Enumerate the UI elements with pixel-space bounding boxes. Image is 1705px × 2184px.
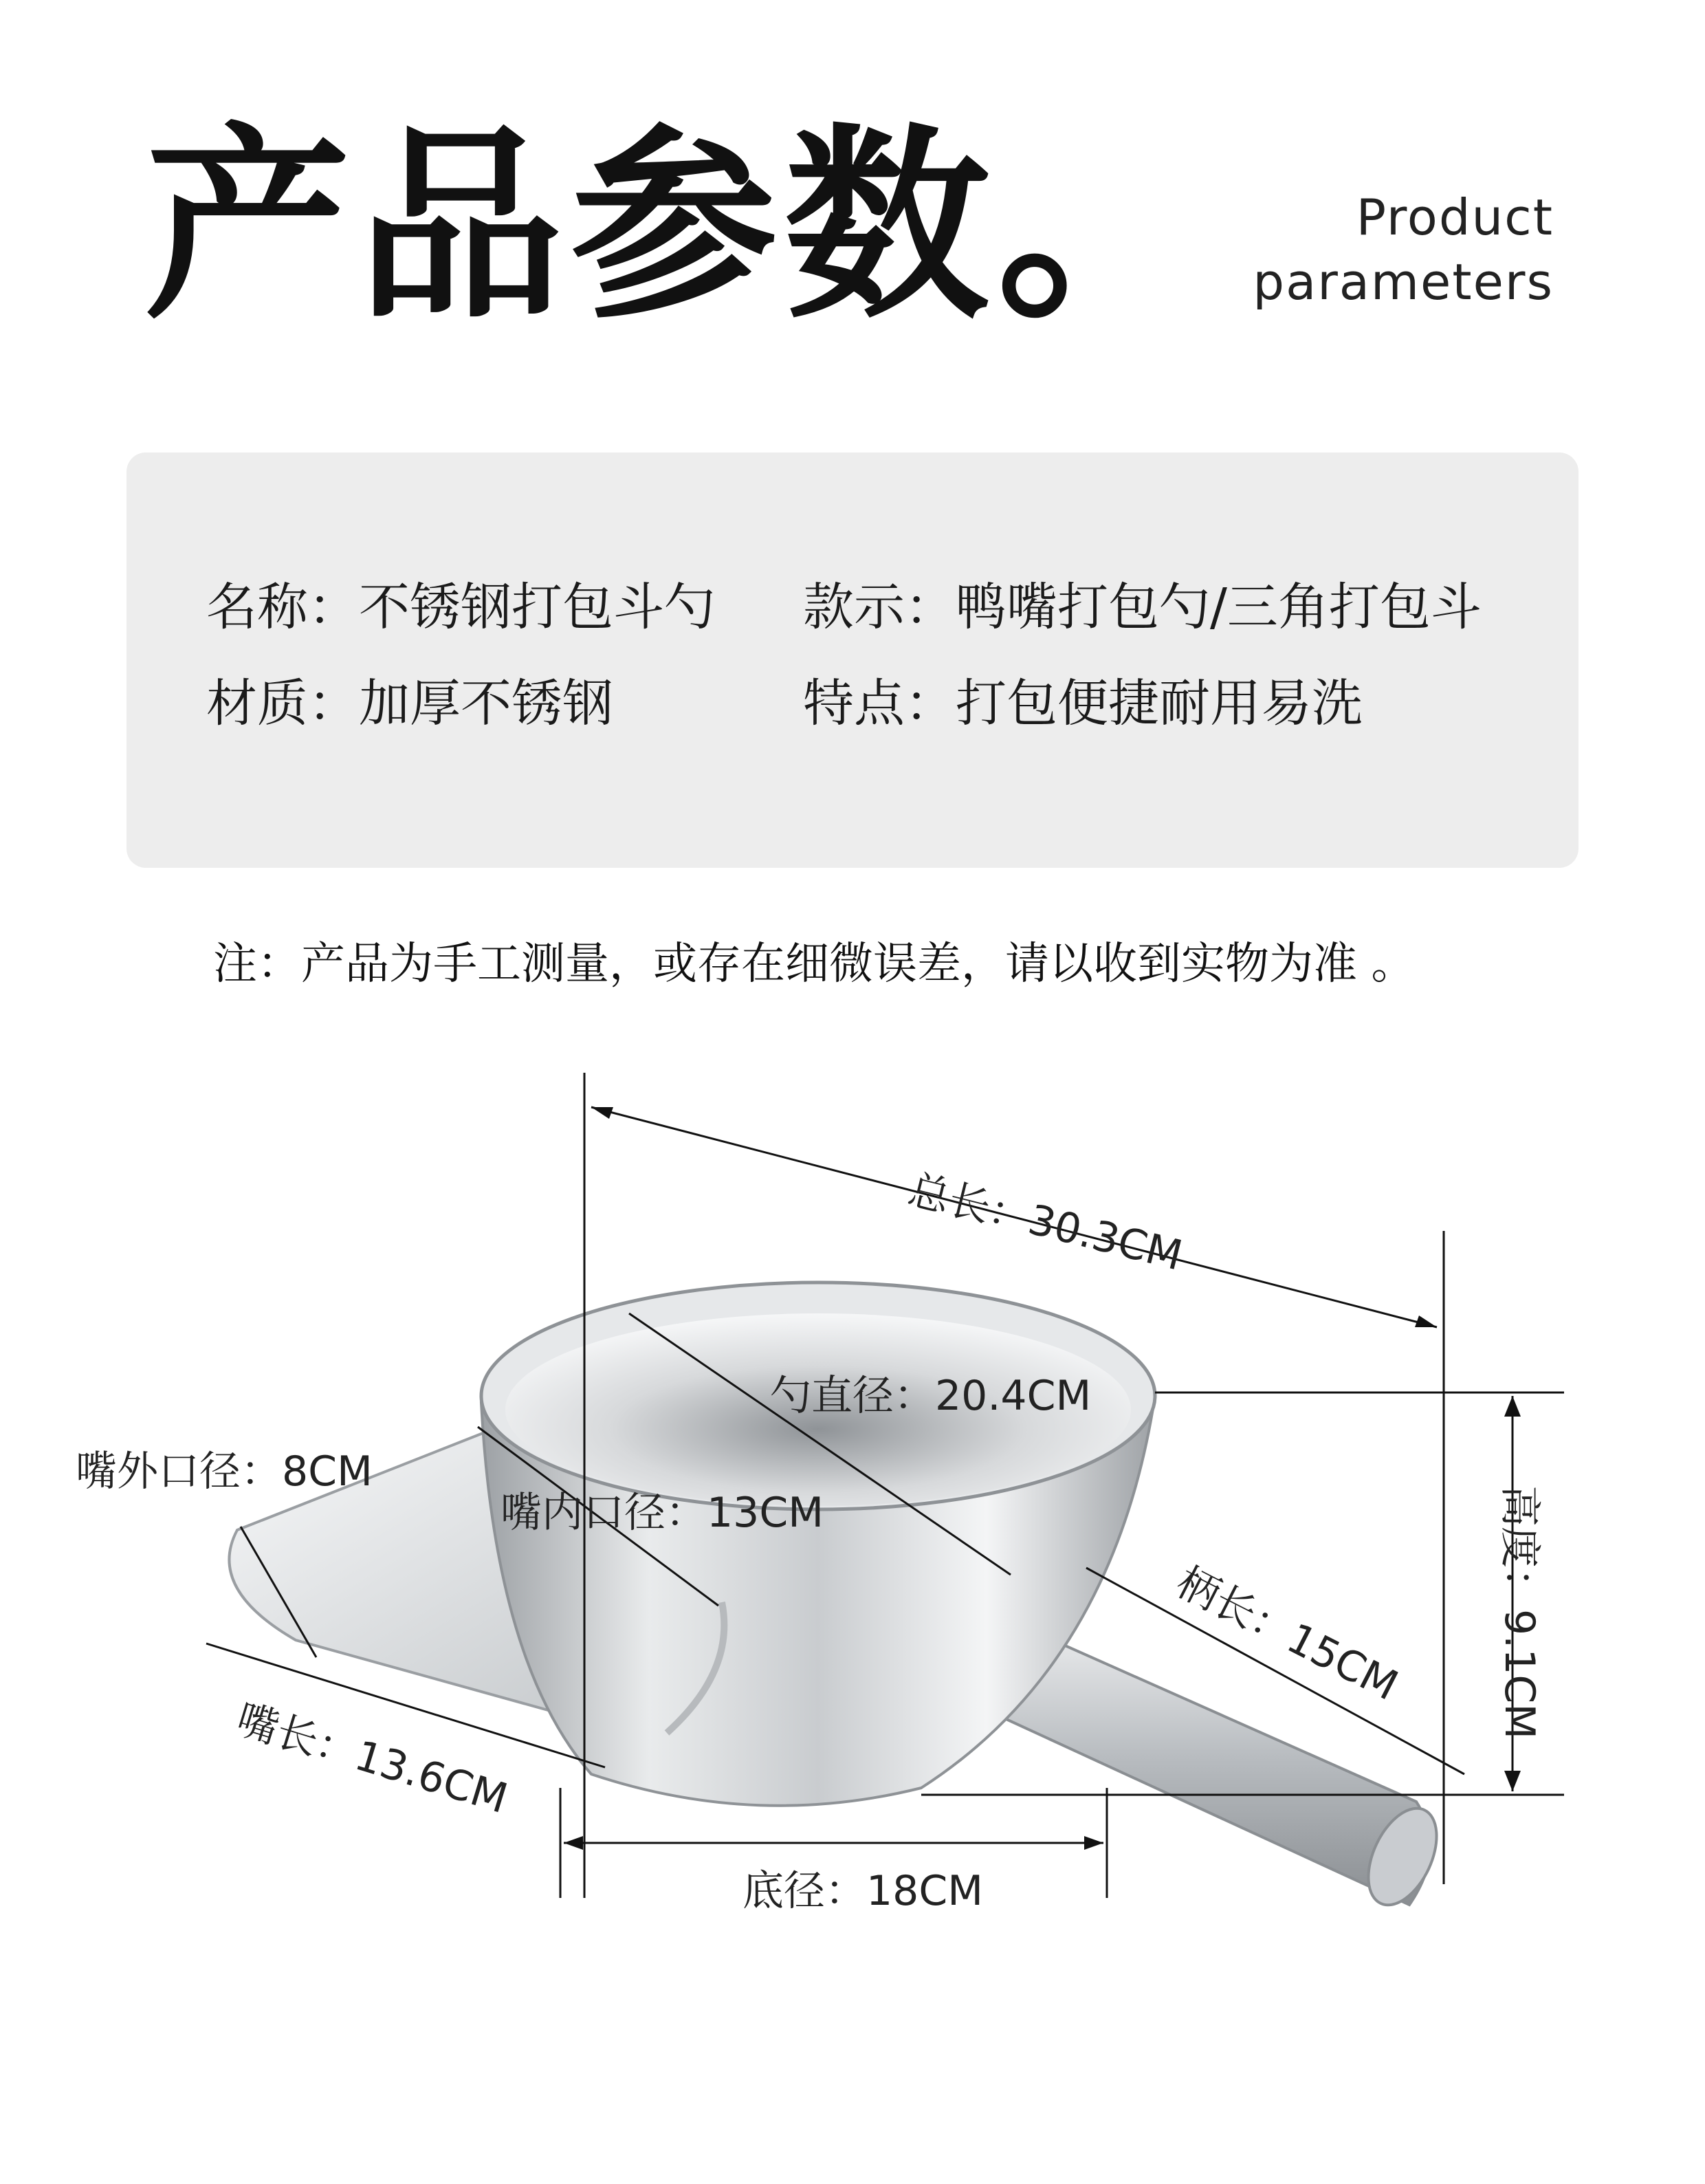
label-height: 高度：9.1CM bbox=[1495, 1485, 1543, 1740]
page-title: 产品参数。 bbox=[144, 107, 1210, 347]
label-spout-inner: 嘴内口径：13CM bbox=[500, 1489, 824, 1537]
spec-feature: 特点：打包便捷耐用易洗 bbox=[803, 674, 1363, 733]
spec-name: 名称：不锈钢打包斗勺 bbox=[206, 578, 715, 637]
label-total-length: 总长：30.3CM bbox=[903, 1166, 1187, 1280]
label-spout-length: 嘴长：13.6CM bbox=[230, 1695, 513, 1824]
label-handle-length: 柄长：15CM bbox=[1169, 1558, 1406, 1710]
subtitle-line-2: parameters bbox=[1253, 252, 1554, 311]
spec-style: 款示：鸭嘴打包勺/三角打包斗 bbox=[803, 578, 1482, 637]
spec-material: 材质：加厚不锈钢 bbox=[206, 674, 613, 733]
measurement-note: 注：产品为手工测量，或存在细微误差，请以收到实物为准 。 bbox=[213, 939, 1416, 990]
subtitle-line-1: Product bbox=[1356, 188, 1554, 246]
label-ladle-diameter: 勺直径：20.4CM bbox=[770, 1372, 1092, 1420]
label-base-diameter: 底径：18CM bbox=[742, 1867, 984, 1915]
label-spout-outer: 嘴外口径：8CM bbox=[76, 1448, 373, 1496]
